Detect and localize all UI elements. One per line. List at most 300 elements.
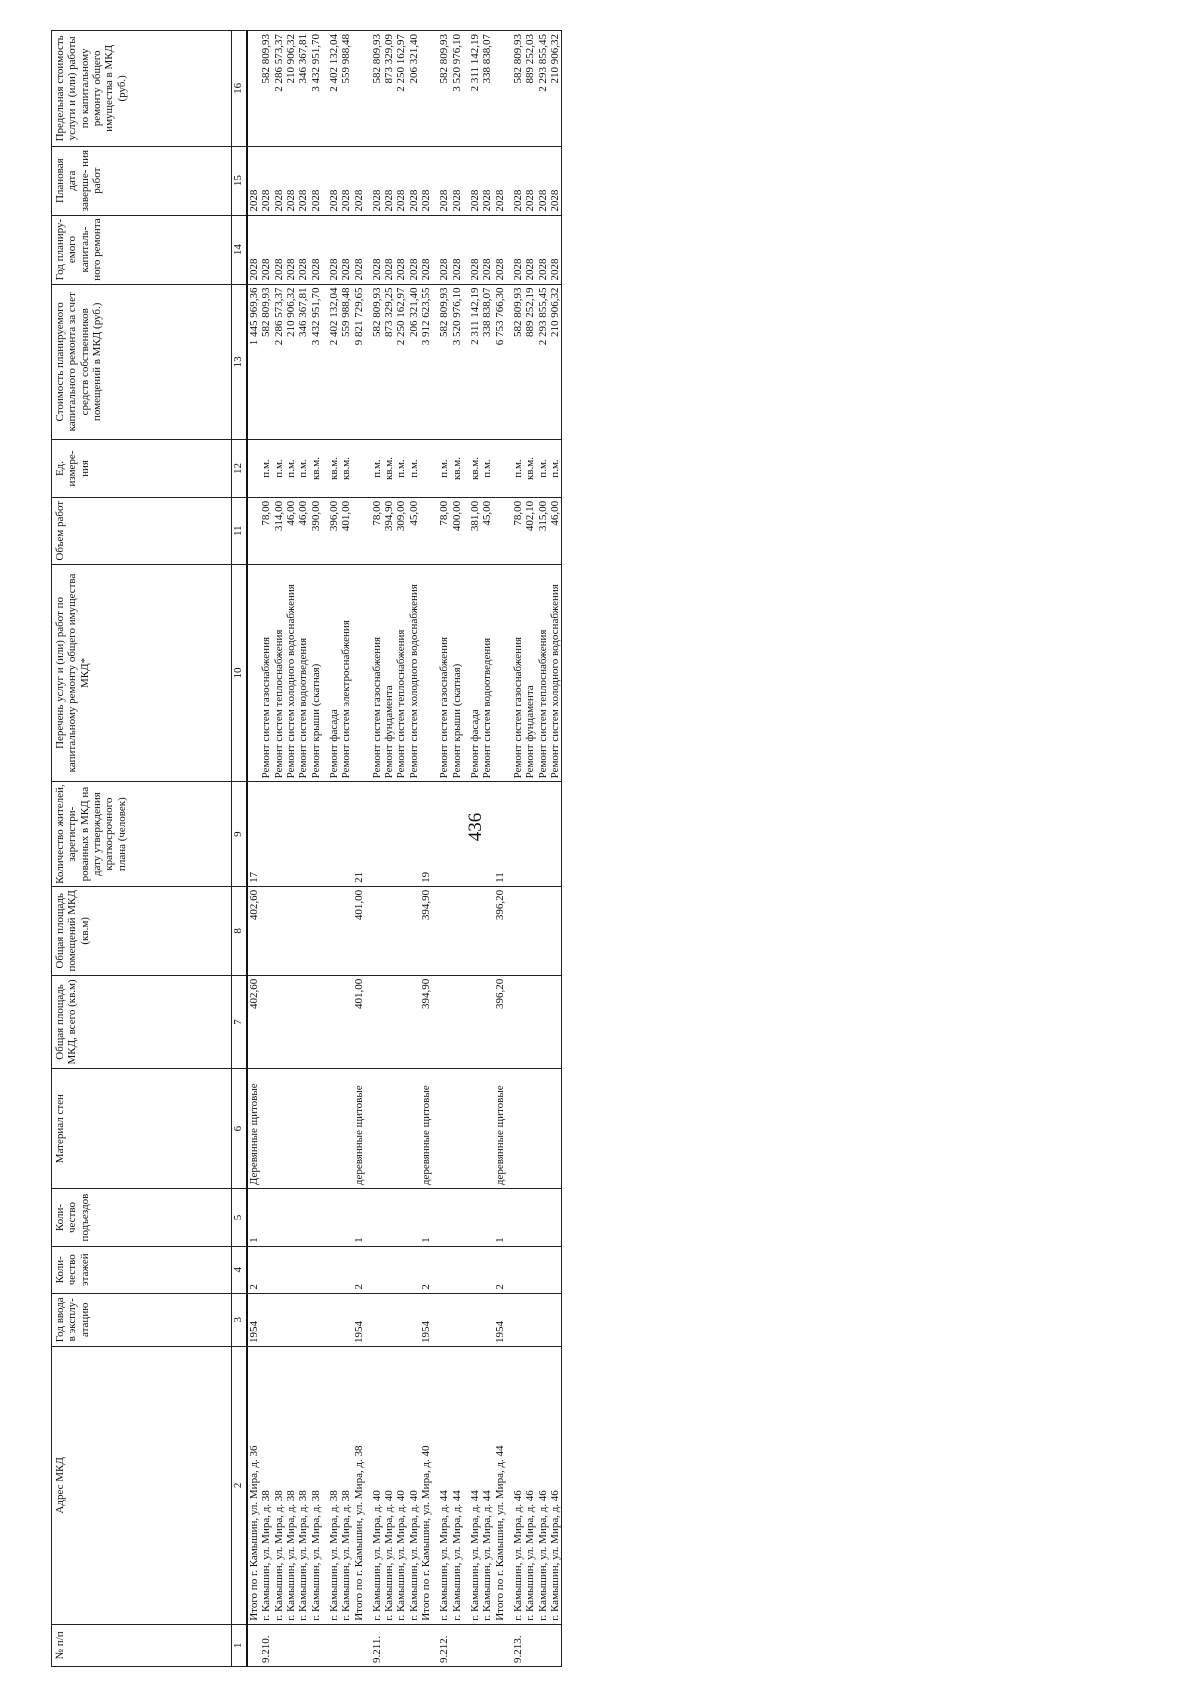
table-row <box>285 31 297 1667</box>
repair-year-cell: 2028 <box>494 215 506 284</box>
entrances-cell <box>512 1189 524 1247</box>
entrances-cell <box>469 1189 481 1247</box>
total-area-cell <box>481 975 493 1068</box>
total-area-cell <box>408 975 420 1068</box>
address-cell: г. Камышин, ул. Мира, д. 40 <box>371 1346 383 1624</box>
year-built-cell: 1954 <box>247 1293 260 1346</box>
wall-material-cell <box>469 1069 481 1189</box>
floors-cell <box>537 1246 549 1293</box>
total-area-cell <box>297 975 309 1068</box>
unit-cell: п.м. <box>537 440 549 498</box>
row-number-cell <box>353 1624 365 1666</box>
completion-date-cell: 2028 <box>524 146 536 215</box>
year-built-cell <box>537 1293 549 1346</box>
repair-year-cell: 2028 <box>328 215 340 284</box>
floors-cell <box>469 1246 481 1293</box>
col-header: Коли- чество подъездов <box>52 1189 232 1247</box>
year-built-cell <box>512 1293 524 1346</box>
col-header: Стоимость планируемого капитального ремонта за счет средств собственников помещений в МКД (руб.) <box>52 284 232 440</box>
premises-area-cell <box>524 886 536 975</box>
work-type-cell: Ремонт фасада <box>469 564 481 782</box>
row-number-cell <box>494 1624 506 1666</box>
entrances-cell <box>340 1189 352 1247</box>
residents-cell <box>260 782 272 886</box>
wall-material-cell <box>537 1069 549 1189</box>
premises-area-cell <box>273 886 285 975</box>
work-volume-cell: 402,10 <box>524 497 536 564</box>
col-number: 16 <box>232 31 248 147</box>
work-volume-cell: 46,00 <box>285 497 297 564</box>
row-number-cell <box>310 1624 322 1666</box>
entrances-cell: 1 <box>247 1189 260 1247</box>
floors-cell <box>524 1246 536 1293</box>
address-cell: г. Камышин, ул. Мира, д. 38 <box>285 1346 297 1624</box>
cost-cell: 2 250 162,97 <box>395 284 407 440</box>
residents-cell <box>549 782 562 886</box>
table-row <box>328 31 340 1667</box>
total-area-cell <box>395 975 407 1068</box>
max-cost-cell: 582 809,93 <box>512 31 524 147</box>
premises-area-cell: 396,20 <box>494 886 506 975</box>
entrances-cell: 1 <box>420 1189 432 1247</box>
unit-cell: кв.м. <box>451 440 463 498</box>
work-type-cell: Ремонт фасада <box>328 564 340 782</box>
work-volume-cell: 390,00 <box>310 497 322 564</box>
entrances-cell <box>371 1189 383 1247</box>
floors-cell <box>395 1246 407 1293</box>
completion-date-cell: 2028 <box>438 146 450 215</box>
wall-material-cell <box>451 1069 463 1189</box>
work-type-cell <box>353 564 365 782</box>
repair-year-cell: 2028 <box>438 215 450 284</box>
work-type-cell: Ремонт крыши (скатная) <box>451 564 463 782</box>
wall-material-cell: деревянные щитовые <box>353 1069 365 1189</box>
entrances-cell <box>537 1189 549 1247</box>
entrances-cell <box>285 1189 297 1247</box>
address-cell: Итого по г. Камышин, ул. Мира, д. 36 <box>247 1346 260 1624</box>
work-type-cell: Ремонт систем теплоснабжения <box>273 564 285 782</box>
unit-cell: п.м. <box>371 440 383 498</box>
completion-date-cell: 2028 <box>494 146 506 215</box>
completion-date-cell: 2028 <box>340 146 352 215</box>
address-cell: г. Камышин, ул. Мира, д. 38 <box>273 1346 285 1624</box>
work-type-cell: Ремонт систем газоснабжения <box>260 564 272 782</box>
premises-area-cell: 402,60 <box>247 886 260 975</box>
row-number-cell <box>524 1624 536 1666</box>
work-type-cell: Ремонт фундамента <box>383 564 395 782</box>
work-type-cell: Ремонт систем холодного водоснабжения <box>549 564 562 782</box>
col-header: Ед. измере- ния <box>52 440 232 498</box>
repair-year-cell: 2028 <box>247 215 260 284</box>
unit-cell: п.м. <box>408 440 420 498</box>
max-cost-cell <box>494 31 506 147</box>
cost-cell: 559 988,48 <box>340 284 352 440</box>
address-cell: г. Камышин, ул. Мира, д. 46 <box>549 1346 562 1624</box>
address-cell: г. Камышин, ул. Мира, д. 38 <box>297 1346 309 1624</box>
wall-material-cell <box>273 1069 285 1189</box>
wall-material-cell <box>438 1069 450 1189</box>
premises-area-cell <box>438 886 450 975</box>
row-number-cell <box>408 1624 420 1666</box>
completion-date-cell: 2028 <box>395 146 407 215</box>
premises-area-cell <box>297 886 309 975</box>
work-type-cell <box>247 564 260 782</box>
max-cost-cell: 210 906,32 <box>549 31 562 147</box>
completion-date-cell: 2028 <box>297 146 309 215</box>
completion-date-cell: 2028 <box>371 146 383 215</box>
cost-cell: 2 286 573,37 <box>273 284 285 440</box>
repair-year-cell: 2028 <box>260 215 272 284</box>
residents-cell <box>297 782 309 886</box>
repair-year-cell: 2028 <box>273 215 285 284</box>
year-built-cell <box>469 1293 481 1346</box>
col-number: 13 <box>232 284 248 440</box>
completion-date-cell: 2028 <box>383 146 395 215</box>
work-type-cell: Ремонт систем холодного водоснабжения <box>408 564 420 782</box>
col-header: № п/п <box>52 1624 232 1666</box>
total-area-cell <box>524 975 536 1068</box>
repair-year-cell: 2028 <box>310 215 322 284</box>
work-volume-cell: 314,00 <box>273 497 285 564</box>
floors-cell: 2 <box>494 1246 506 1293</box>
wall-material-cell <box>395 1069 407 1189</box>
floors-cell <box>260 1246 272 1293</box>
table-row <box>537 31 549 1667</box>
max-cost-cell: 206 321,40 <box>408 31 420 147</box>
wall-material-cell <box>481 1069 493 1189</box>
table-row <box>408 31 420 1667</box>
col-number: 8 <box>232 886 248 975</box>
cost-cell: 338 838,07 <box>481 284 493 440</box>
cost-cell: 582 809,93 <box>512 284 524 440</box>
unit-cell: кв.м. <box>310 440 322 498</box>
total-area-cell <box>260 975 272 1068</box>
capital-repair-table <box>51 30 1176 1667</box>
max-cost-cell <box>420 31 432 147</box>
table-row <box>371 31 383 1667</box>
col-number: 2 <box>232 1346 248 1624</box>
work-volume-cell: 45,00 <box>481 497 493 564</box>
cost-cell: 346 367,81 <box>297 284 309 440</box>
completion-date-cell: 2028 <box>328 146 340 215</box>
col-number: 1 <box>232 1624 248 1666</box>
repair-year-cell: 2028 <box>524 215 536 284</box>
col-header: Год планиру- емого капиталь- ного ремонта <box>52 215 232 284</box>
completion-date-cell: 2028 <box>537 146 549 215</box>
address-cell: г. Камышин, ул. Мира, д. 40 <box>383 1346 395 1624</box>
wall-material-cell <box>383 1069 395 1189</box>
completion-date-cell: 2028 <box>247 146 260 215</box>
year-built-cell <box>285 1293 297 1346</box>
residents-cell: 19 <box>420 782 432 886</box>
total-area-cell <box>310 975 322 1068</box>
table-row <box>524 31 536 1667</box>
col-header: Предельная стоимость услуги и (или) работы по капитальному ремонту общего имущества в МКД (руб.) <box>52 31 232 147</box>
residents-cell <box>310 782 322 886</box>
residents-cell: 11 <box>494 782 506 886</box>
completion-date-cell: 2028 <box>549 146 562 215</box>
col-header: Общая площадь помещений МКД (кв.м) <box>52 886 232 975</box>
year-built-cell: 1954 <box>353 1293 365 1346</box>
max-cost-cell: 346 367,81 <box>297 31 309 147</box>
entrances-cell: 1 <box>494 1189 506 1247</box>
col-header: Плановая дата заверше- ния работ <box>52 146 232 215</box>
table-row <box>451 31 463 1667</box>
work-volume-cell: 45,00 <box>408 497 420 564</box>
row-number-cell <box>297 1624 309 1666</box>
completion-date-cell: 2028 <box>285 146 297 215</box>
address-cell: г. Камышин, ул. Мира, д. 38 <box>328 1346 340 1624</box>
table-row <box>273 31 285 1667</box>
premises-area-cell <box>537 886 549 975</box>
work-volume-cell: 400,00 <box>451 497 463 564</box>
work-type-cell: Ремонт систем холодного водоснабжения <box>285 564 297 782</box>
premises-area-cell <box>371 886 383 975</box>
entrances-cell <box>328 1189 340 1247</box>
entrances-cell <box>481 1189 493 1247</box>
address-cell: Итого по г. Камышин, ул. Мира, д. 44 <box>494 1346 506 1624</box>
entrances-cell <box>408 1189 420 1247</box>
total-area-cell <box>451 975 463 1068</box>
repair-year-cell: 2028 <box>549 215 562 284</box>
col-number: 11 <box>232 497 248 564</box>
year-built-cell <box>481 1293 493 1346</box>
entrances-cell <box>438 1189 450 1247</box>
premises-area-cell <box>408 886 420 975</box>
floors-cell <box>383 1246 395 1293</box>
cost-cell: 1 445 969,36 <box>247 284 260 440</box>
total-area-cell <box>383 975 395 1068</box>
col-header: Перечень услуг и (или) работ по капитальному ремонту общего имущества МКД* <box>52 564 232 782</box>
unit-cell: кв.м. <box>524 440 536 498</box>
cost-cell: 3 912 623,55 <box>420 284 432 440</box>
row-number-cell <box>549 1624 562 1666</box>
unit-cell: п.м. <box>297 440 309 498</box>
table-row <box>438 31 450 1667</box>
work-volume-cell: 401,00 <box>340 497 352 564</box>
entrances-cell <box>451 1189 463 1247</box>
table-row <box>260 31 272 1667</box>
wall-material-cell <box>328 1069 340 1189</box>
work-volume-cell: 78,00 <box>260 497 272 564</box>
col-number: 7 <box>232 975 248 1068</box>
year-built-cell <box>340 1293 352 1346</box>
address-cell: г. Камышин, ул. Мира, д. 46 <box>524 1346 536 1624</box>
floors-cell <box>371 1246 383 1293</box>
col-number: 14 <box>232 215 248 284</box>
residents-cell <box>451 782 463 886</box>
premises-area-cell <box>451 886 463 975</box>
row-number-cell <box>273 1624 285 1666</box>
premises-area-cell <box>512 886 524 975</box>
unit-cell: п.м. <box>285 440 297 498</box>
work-type-cell: Ремонт систем газоснабжения <box>438 564 450 782</box>
col-header: Общая площадь МКД, всего (кв.м) <box>52 975 232 1068</box>
unit-cell <box>494 440 506 498</box>
residents-cell <box>395 782 407 886</box>
cost-cell: 210 906,32 <box>549 284 562 440</box>
residents-cell <box>469 782 481 886</box>
table-row <box>420 31 432 1667</box>
floors-cell: 2 <box>247 1246 260 1293</box>
repair-year-cell: 2028 <box>395 215 407 284</box>
max-cost-cell: 889 252,03 <box>524 31 536 147</box>
work-volume-cell: 309,00 <box>395 497 407 564</box>
floors-cell <box>512 1246 524 1293</box>
repair-year-cell: 2028 <box>512 215 524 284</box>
unit-cell: п.м. <box>273 440 285 498</box>
unit-cell: п.м. <box>512 440 524 498</box>
address-cell: г. Камышин, ул. Мира, д. 44 <box>481 1346 493 1624</box>
table-row <box>383 31 395 1667</box>
work-type-cell: Ремонт систем газоснабжения <box>371 564 383 782</box>
floors-cell <box>549 1246 562 1293</box>
residents-cell <box>273 782 285 886</box>
cost-cell: 582 809,93 <box>260 284 272 440</box>
total-area-cell: 394,90 <box>420 975 432 1068</box>
completion-date-cell: 2028 <box>310 146 322 215</box>
total-area-cell <box>438 975 450 1068</box>
premises-area-cell <box>260 886 272 975</box>
floors-cell <box>310 1246 322 1293</box>
repair-year-cell: 2028 <box>408 215 420 284</box>
wall-material-cell <box>340 1069 352 1189</box>
total-area-cell <box>371 975 383 1068</box>
address-cell: г. Камышин, ул. Мира, д. 38 <box>340 1346 352 1624</box>
cost-cell: 873 329,25 <box>383 284 395 440</box>
premises-area-cell <box>549 886 562 975</box>
residents-cell <box>512 782 524 886</box>
unit-cell: кв.м. <box>469 440 481 498</box>
max-cost-cell: 3 520 976,10 <box>451 31 463 147</box>
wall-material-cell: деревянные щитовые <box>494 1069 506 1189</box>
premises-area-cell <box>340 886 352 975</box>
wall-material-cell <box>285 1069 297 1189</box>
work-volume-cell: 315,00 <box>537 497 549 564</box>
work-type-cell <box>420 564 432 782</box>
address-cell: г. Камышин, ул. Мира, д. 38 <box>310 1346 322 1624</box>
total-area-cell <box>340 975 352 1068</box>
entrances-cell <box>273 1189 285 1247</box>
work-volume-cell: 78,00 <box>371 497 383 564</box>
max-cost-cell: 582 809,93 <box>371 31 383 147</box>
premises-area-cell: 401,00 <box>353 886 365 975</box>
max-cost-cell: 2 286 573,37 <box>273 31 285 147</box>
wall-material-cell <box>408 1069 420 1189</box>
col-number: 5 <box>232 1189 248 1247</box>
table-row <box>481 31 493 1667</box>
col-header: Адрес МКД <box>52 1346 232 1624</box>
residents-cell: 17 <box>247 782 260 886</box>
address-cell: г. Камышин, ул. Мира, д. 44 <box>451 1346 463 1624</box>
floors-cell: 2 <box>353 1246 365 1293</box>
col-header: Год ввода в эксплу- атацию <box>52 1293 232 1346</box>
header-row <box>52 31 232 1667</box>
col-header: Коли- чество этажей <box>52 1246 232 1293</box>
total-area-cell <box>469 975 481 1068</box>
max-cost-cell: 338 838,07 <box>481 31 493 147</box>
unit-cell <box>420 440 432 498</box>
row-number-cell: 9.212. <box>438 1624 450 1666</box>
premises-area-cell <box>383 886 395 975</box>
work-type-cell: Ремонт систем газоснабжения <box>512 564 524 782</box>
wall-material-cell <box>260 1069 272 1189</box>
year-built-cell <box>310 1293 322 1346</box>
cost-cell: 210 906,32 <box>285 284 297 440</box>
col-header: Объем работ <box>52 497 232 564</box>
max-cost-cell: 2 402 132,04 <box>328 31 340 147</box>
residents-cell <box>537 782 549 886</box>
residents-cell <box>383 782 395 886</box>
residents-cell <box>285 782 297 886</box>
year-built-cell: 1954 <box>494 1293 506 1346</box>
cost-cell: 9 821 729,65 <box>353 284 365 440</box>
year-built-cell <box>549 1293 562 1346</box>
premises-area-cell: 394,90 <box>420 886 432 975</box>
unit-cell: п.м. <box>549 440 562 498</box>
entrances-cell <box>297 1189 309 1247</box>
work-type-cell: Ремонт систем водоотведения <box>297 564 309 782</box>
wall-material-cell <box>549 1069 562 1189</box>
work-volume-cell: 78,00 <box>438 497 450 564</box>
row-number-cell: 9.211. <box>371 1624 383 1666</box>
work-volume-cell <box>353 497 365 564</box>
repair-year-cell: 2028 <box>353 215 365 284</box>
address-cell: г. Камышин, ул. Мира, д. 44 <box>438 1346 450 1624</box>
repair-year-cell: 2028 <box>297 215 309 284</box>
col-number: 12 <box>232 440 248 498</box>
floors-cell <box>328 1246 340 1293</box>
total-area-cell: 401,00 <box>353 975 365 1068</box>
completion-date-cell: 2028 <box>481 146 493 215</box>
row-number-cell <box>469 1624 481 1666</box>
repair-year-cell: 2028 <box>481 215 493 284</box>
table-row <box>512 31 524 1667</box>
row-number-cell <box>395 1624 407 1666</box>
wall-material-cell <box>524 1069 536 1189</box>
address-cell: г. Камышин, ул. Мира, д. 46 <box>512 1346 524 1624</box>
table-row <box>340 31 352 1667</box>
address-cell: г. Камышин, ул. Мира, д. 40 <box>395 1346 407 1624</box>
page-number: 436 <box>465 812 486 842</box>
table-row <box>494 31 506 1667</box>
table-row <box>395 31 407 1667</box>
residents-cell <box>438 782 450 886</box>
work-volume-cell: 46,00 <box>549 497 562 564</box>
completion-date-cell: 2028 <box>353 146 365 215</box>
entrances-cell <box>260 1189 272 1247</box>
entrances-cell <box>395 1189 407 1247</box>
entrances-cell <box>524 1189 536 1247</box>
completion-date-cell: 2028 <box>420 146 432 215</box>
cost-cell: 206 321,40 <box>408 284 420 440</box>
residents-cell <box>408 782 420 886</box>
address-cell: г. Камышин, ул. Мира, д. 40 <box>408 1346 420 1624</box>
year-built-cell <box>438 1293 450 1346</box>
table-row <box>469 31 481 1667</box>
residents-cell <box>328 782 340 886</box>
completion-date-cell: 2028 <box>408 146 420 215</box>
total-area-cell <box>285 975 297 1068</box>
total-area-cell <box>328 975 340 1068</box>
table-row <box>247 31 260 1667</box>
floors-cell <box>451 1246 463 1293</box>
work-type-cell: Ремонт систем теплоснабжения <box>395 564 407 782</box>
max-cost-cell: 582 809,93 <box>438 31 450 147</box>
year-built-cell <box>260 1293 272 1346</box>
entrances-cell <box>383 1189 395 1247</box>
unit-cell: кв.м. <box>328 440 340 498</box>
